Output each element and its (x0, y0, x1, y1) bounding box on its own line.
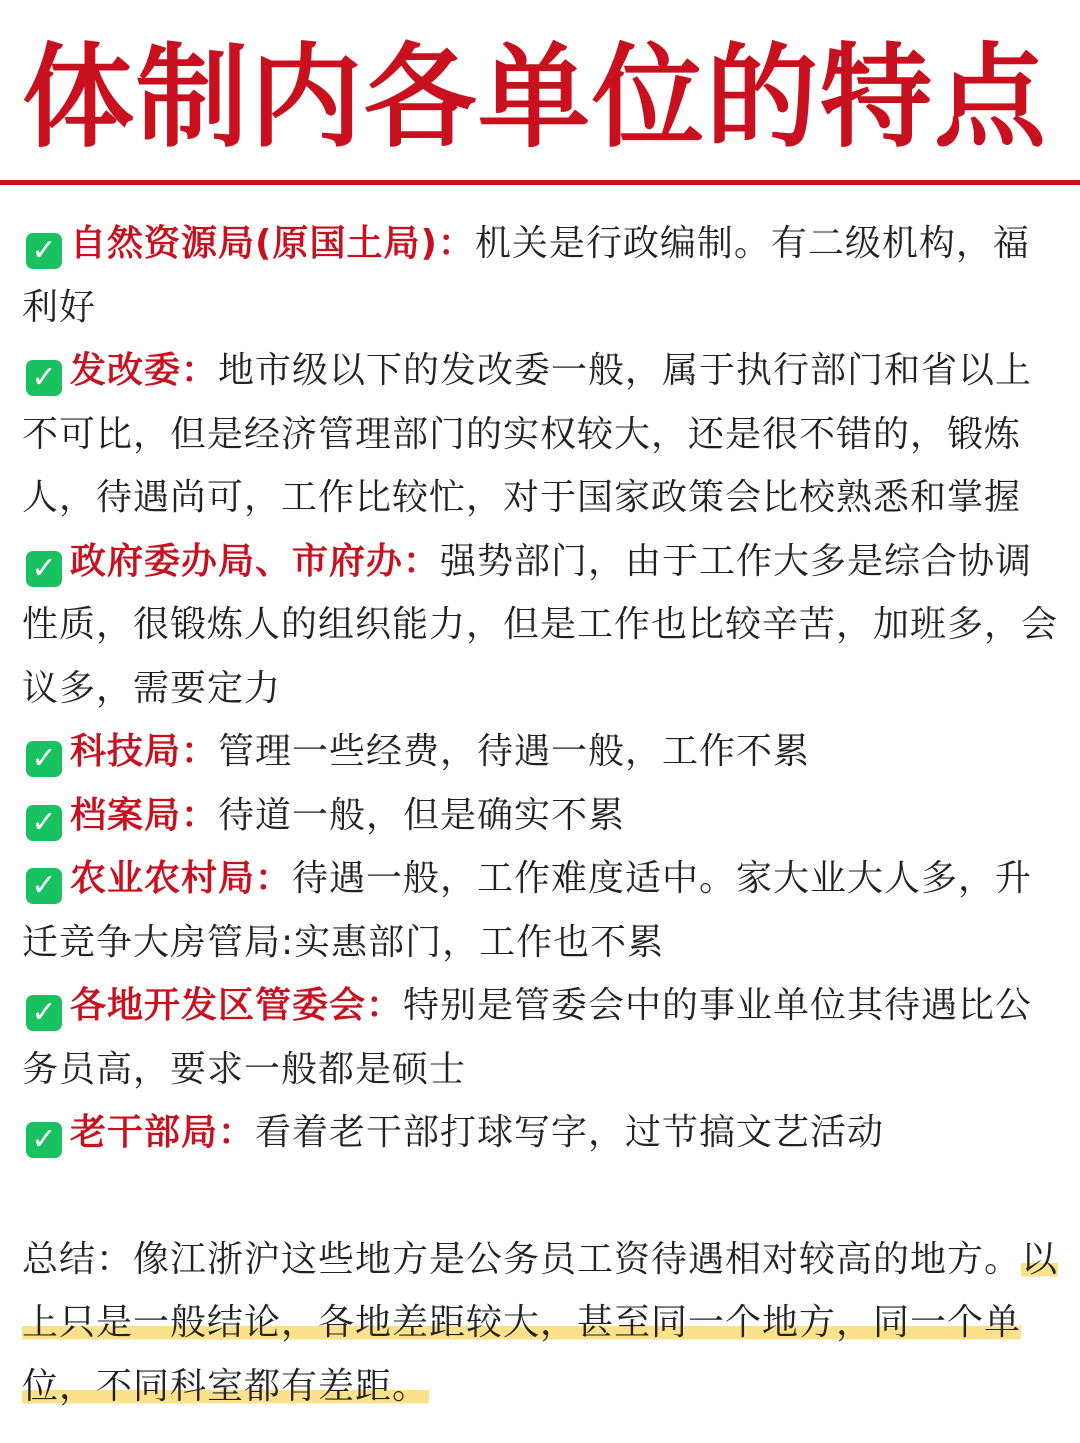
summary-highlight: 以上只是一般结论，各地差距较大，甚至同一个地方，同一个单位，不同科室都有差距。 (22, 1238, 1059, 1407)
item-text: 管理一些经费，待遇一般，工作不累 (218, 731, 811, 772)
check-mark-icon: ✓ (26, 805, 62, 841)
item-text: 强势部门，由于工作大多是综合协调性质，很锻炼人的组织能力，但是工作也比较辛苦，加班多，会议多，需要定力 (22, 540, 1059, 709)
content-body (22, 212, 1060, 1418)
item-label: 老干部局： (70, 1112, 256, 1153)
summary-text: 总结：像江浙沪这些地方是公务员工资待遇相对较高的地方。 (22, 1238, 1022, 1280)
item-text: 看着老干部打球写字，过节搞文艺活动 (255, 1112, 885, 1153)
list-item (22, 974, 1060, 1101)
check-mark-icon: ✓ (26, 360, 62, 396)
title-divider (0, 180, 1080, 185)
item-text: 待道一般，但是确实不累 (218, 794, 626, 836)
item-label: 科技局： (70, 731, 219, 772)
item-label: 自然资源局(原国土局)： (70, 223, 475, 264)
spacer (22, 1165, 1060, 1228)
item-label: 政府委办局、市府办： (70, 540, 441, 582)
list-item (22, 339, 1060, 530)
check-mark-icon: ✓ (26, 551, 62, 587)
item-text: 待遇一般，工作难度适中。家大业大人多，升迁竞争大房管局:实惠部门，工作也不累 (22, 858, 1033, 963)
list-item (22, 720, 1060, 784)
check-mark-icon: ✓ (26, 995, 62, 1031)
item-label: 各地开发区管委会： (70, 985, 404, 1026)
page-title: 体制内各单位的特点 (22, 33, 1048, 163)
item-text: 地市级以下的发改委一般，属于执行部门和省以上不可比，但是经济管理部门的实权较大，还是很不错的，锻炼人，待遇尚可，工作比较忙，对于国家政策会比校熟悉和掌握 (22, 350, 1033, 518)
summary-paragraph (22, 1228, 1060, 1419)
item-text: 特别是管委会中的事业单位其待遇比公务员高，要求一般都是硕士 (22, 985, 1033, 1090)
list-item (22, 530, 1060, 721)
check-mark-icon: ✓ (26, 741, 62, 777)
item-text: 机关是行政编制。有二级机构，福利好 (22, 223, 1030, 328)
list-item (22, 212, 1060, 339)
check-mark-icon: ✓ (26, 233, 62, 269)
list-item (22, 1101, 1060, 1165)
list-item (22, 784, 1060, 848)
item-label: 农业农村局： (70, 858, 293, 899)
check-mark-icon: ✓ (26, 1122, 62, 1158)
check-mark-icon: ✓ (26, 868, 62, 904)
item-label: 档案局： (70, 794, 219, 836)
item-label: 发改委： (70, 350, 219, 391)
list-item (22, 847, 1060, 974)
